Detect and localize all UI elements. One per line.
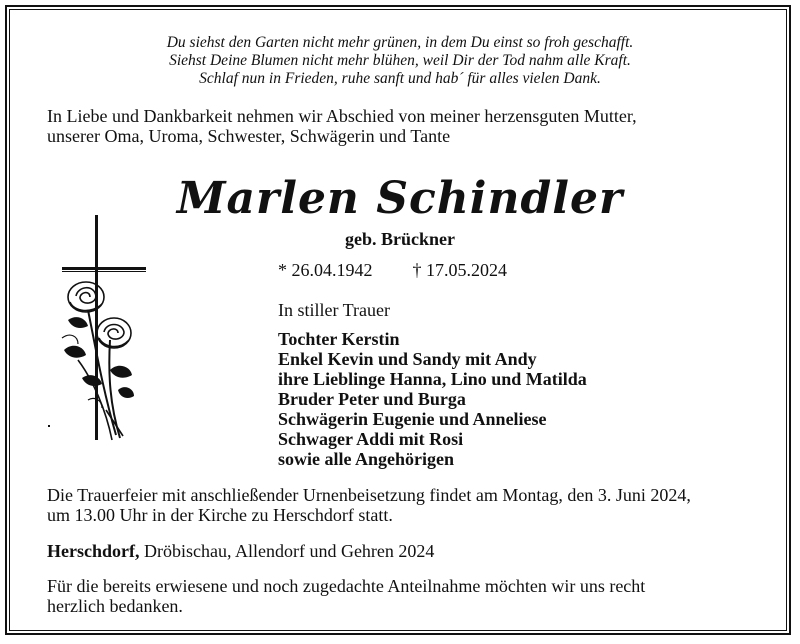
thanks-text	[47, 576, 645, 616]
intro-line-2: unserer Oma, Uroma, Schwester, Schwägerin und Tante	[47, 126, 451, 146]
service-line-1: Die Trauerfeier mit anschließender Urnenbeisetzung findet am Montag, den 3. Juni 2024,	[47, 485, 691, 505]
thanks-line-2: herzlich bedanken.	[47, 596, 183, 616]
poem-line-3: Schlaf nun in Frieden, ruhe sanft und hab´ für alles vielen Dank.	[199, 70, 601, 87]
mourner-item: Schwager Addi mit Rosi	[278, 429, 464, 449]
mourner-item: Schwägerin Eugenie und Anneliese	[278, 409, 547, 429]
mourner-item: Enkel Kevin und Sandy mit Andy	[278, 349, 537, 369]
life-dates	[278, 260, 507, 280]
service-info	[47, 485, 691, 525]
poem-line-2: Siehst Deine Blumen nicht mehr blühen, weil Dir der Tod nahm alle Kraft.	[169, 52, 631, 69]
poem-line-1: Du siehst den Garten nicht mehr grünen, in dem Du einst so froh geschafft.	[166, 34, 634, 51]
maiden-name: geb. Brückner	[345, 229, 455, 249]
poem	[0, 34, 800, 88]
service-line-2: um 13.00 Uhr in der Kirche zu Herschdorf statt.	[47, 505, 393, 525]
mourners-list	[278, 329, 587, 469]
thanks-line-1: Für die bereits erwiesene und noch zugedachte Anteilnahme möchten wir uns recht	[47, 576, 646, 596]
mourning-label: In stiller Trauer	[278, 300, 390, 320]
place-main: Herschdorf,	[47, 541, 140, 561]
intro-text	[47, 106, 637, 146]
death-date: † 17.05.2024	[412, 260, 507, 280]
birth-date: * 26.04.1942	[278, 260, 373, 280]
mourner-item: ihre Lieblinge Hanna, Lino und Matilda	[278, 369, 587, 389]
deceased-name: Marlen Schindler	[176, 173, 624, 224]
mourner-item: Bruder Peter und Burga	[278, 389, 466, 409]
place-rest: Dröbischau, Allendorf und Gehren 2024	[139, 541, 435, 561]
mourner-item: sowie alle Angehörigen	[278, 449, 454, 469]
mourner-item: Tochter Kerstin	[278, 329, 400, 349]
intro-line-1: In Liebe und Dankbarkeit nehmen wir Abschied von meiner herzensguten Mutter,	[47, 106, 637, 126]
cross-with-roses-icon	[48, 210, 158, 460]
places-line	[47, 541, 434, 561]
